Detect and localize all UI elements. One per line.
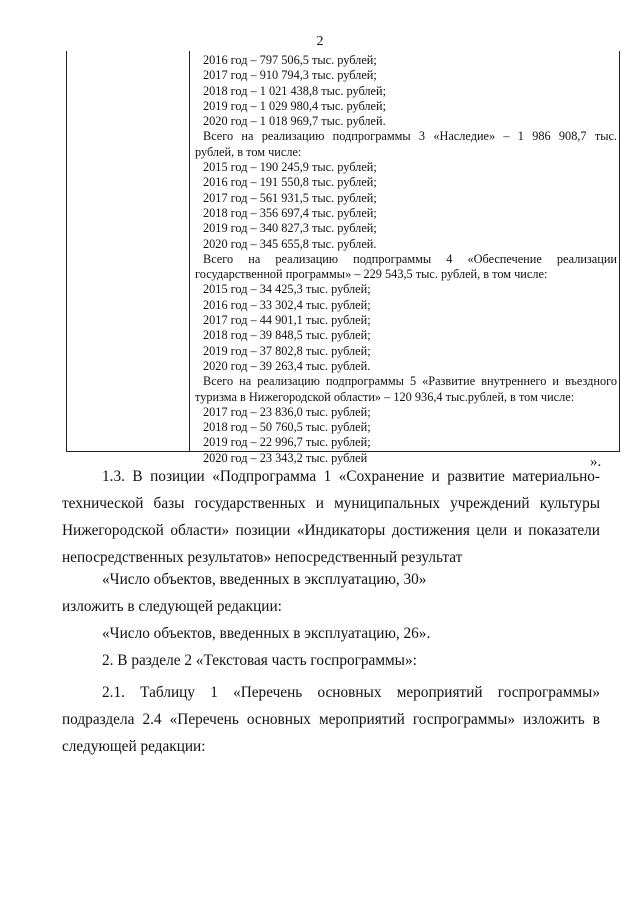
table-line: 2018 год – 1 021 438,8 тыс. рублей; bbox=[203, 83, 386, 98]
table-line: 2019 год – 1 029 980,4 тыс. рублей; bbox=[203, 98, 386, 113]
table-line: 2018 год – 50 760,5 тыс. рублей; bbox=[203, 420, 371, 435]
table-line: рублей, в том числе: bbox=[195, 144, 302, 159]
table-line: 2018 год – 39 848,5 тыс. рублей; bbox=[203, 328, 371, 343]
table-line: государственной программы» – 229 543,5 тыс. рублей, в том числе: bbox=[195, 267, 548, 282]
table-line: 2016 год – 797 506,5 тыс. рублей; bbox=[203, 53, 377, 67]
table-column-divider bbox=[189, 51, 190, 451]
table-line: Всего на реализацию подпрограммы 3 «Наследие» – 1 986 908,7 тыс. bbox=[203, 129, 617, 144]
table-line: 2019 год – 340 827,3 тыс. рублей; bbox=[203, 221, 377, 236]
table-line: 2020 год – 1 018 969,7 тыс. рублей. bbox=[203, 114, 386, 129]
table-line: 2017 год – 23 836,0 тыс. рублей; bbox=[203, 404, 371, 419]
paragraph-2-1: 2.1. Таблицу 1 «Перечень основных мероприятий госпрограммы» подраздела 2.4 «Перечень основных мероприятий госпрограммы» изложить в следующей редакции: bbox=[62, 684, 600, 755]
paragraph-quote-new: «Число объектов, введенных в эксплуатацию, 26». bbox=[102, 625, 431, 642]
table-line: 2016 год – 191 550,8 тыс. рублей; bbox=[203, 175, 377, 190]
paragraph-redaction: изложить в следующей редакции: bbox=[62, 598, 282, 615]
page-number: 2 bbox=[316, 34, 324, 49]
paragraph-quote-old: «Число объектов, введенных в эксплуатацию, 30» bbox=[102, 571, 427, 588]
paragraph-1-3: 1.3. В позиции «Подпрограмма 1 «Сохранение и развитие материально-технической базы государственных и муниципальных учреждений культуры Нижегородской области» позиции «Индикаторы достижения цели и показатели непосредственных результатов» непосредственный результат bbox=[62, 468, 600, 566]
table-line: 2018 год – 356 697,4 тыс. рублей; bbox=[203, 205, 377, 220]
table-line: 2020 год – 23 343,2 тыс. рублей bbox=[203, 450, 368, 465]
table-line: 2015 год – 34 425,3 тыс. рублей; bbox=[203, 282, 371, 297]
table-line: 2017 год – 561 931,5 тыс. рублей; bbox=[203, 190, 377, 205]
table-line: 2020 год – 345 655,8 тыс. рублей. bbox=[203, 236, 377, 251]
paragraph-section-2: 2. В разделе 2 «Текстовая часть госпрограммы»: bbox=[102, 652, 417, 669]
table-line: 2015 год – 190 245,9 тыс. рублей; bbox=[203, 160, 377, 175]
table-line: 2017 год – 910 794,3 тыс. рублей; bbox=[203, 68, 377, 83]
funding-table bbox=[66, 51, 620, 465]
closing-quote: ». bbox=[590, 454, 602, 470]
table-line: 2020 год – 39 263,4 тыс. рублей. bbox=[203, 358, 371, 373]
table-line: 2016 год – 33 302,4 тыс. рублей; bbox=[203, 297, 371, 312]
table-line: Всего на реализацию подпрограммы 5 «Развитие внутреннего и въездного bbox=[203, 374, 617, 389]
table-line: 2019 год – 37 802,8 тыс. рублей; bbox=[203, 343, 371, 358]
table-line: туризма в Нижегородской области» – 120 936,4 тыс.рублей, в том числе: bbox=[195, 389, 575, 404]
table-line: 2017 год – 44 901,1 тыс. рублей; bbox=[203, 313, 371, 328]
table-line: 2019 год – 22 996,7 тыс. рублей; bbox=[203, 435, 371, 450]
table-funding-cell bbox=[195, 53, 617, 466]
table-line: Всего на реализацию подпрограммы 4 «Обеспечение реализации bbox=[203, 251, 617, 266]
